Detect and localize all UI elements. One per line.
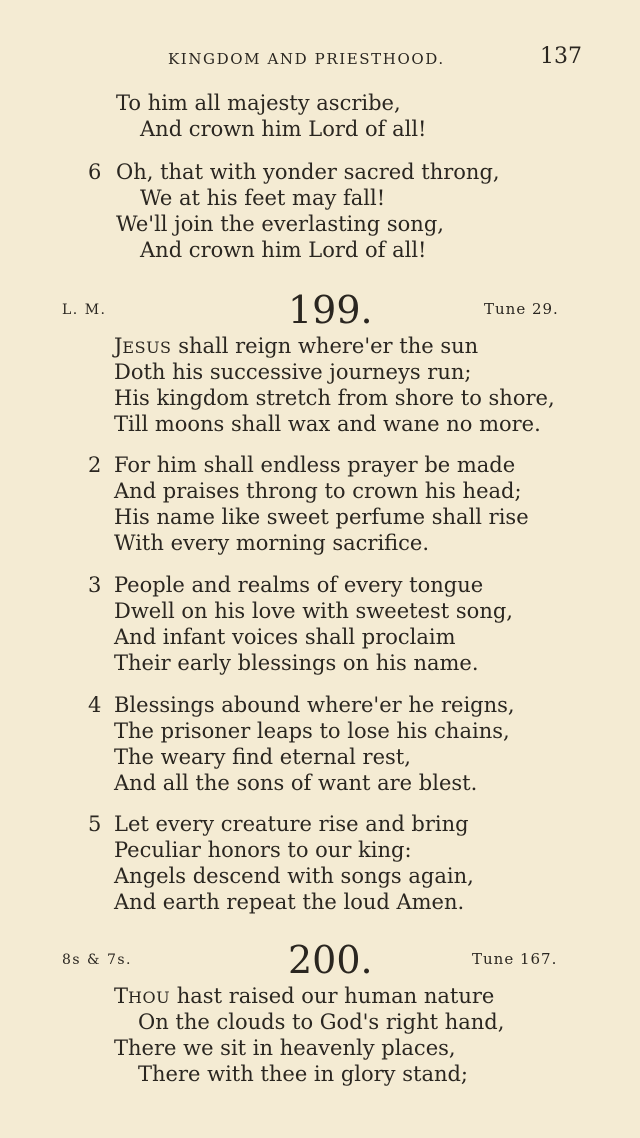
verse-line: Oh, that with yonder sacred throng, [116, 160, 500, 184]
verse-line: Peculiar honors to our king: [114, 838, 412, 862]
verse-line: We at his feet may fall! [140, 186, 386, 210]
meter-label: L. M. [62, 302, 107, 318]
verse-number: 6 [88, 160, 102, 184]
verse-line: Their early blessings on his name. [114, 651, 479, 675]
verse-line: His kingdom stretch from shore to shore, [114, 386, 555, 410]
first-line [114, 333, 478, 361]
hymn-199-header [0, 288, 640, 332]
verse-line: Doth his successive journeys run; [114, 360, 472, 384]
hymn-number: 200. [288, 938, 373, 982]
first-line-text: hast raised our human nature [170, 984, 495, 1008]
verse-line: There we sit in heavenly places, [114, 1036, 456, 1060]
verse-line: To him all majesty ascribe, [116, 91, 401, 115]
verse-line: The prisoner leaps to lose his chains, [114, 719, 510, 743]
running-title: KINGDOM AND PRIESTHOOD. [168, 50, 445, 68]
hymn-number: 199. [288, 288, 373, 332]
drop-word-smallcaps: ESUS [122, 338, 172, 357]
verse-line: For him shall endless prayer be made [114, 453, 516, 477]
verse-line: Angels descend with songs again, [114, 864, 474, 888]
verse-line: His name like sweet perfume shall rise [114, 505, 529, 529]
hymn-200-header [0, 938, 640, 982]
verse-line: And crown him Lord of all! [140, 117, 427, 141]
verse-line: Blessings abound where'er he reigns, [114, 693, 515, 717]
verse-line: And infant voices shall proclaim [114, 625, 456, 649]
verse-number: 5 [88, 812, 102, 836]
verse-line: Let every creature rise and bring [114, 812, 469, 836]
tune-label: Tune 29. [484, 300, 559, 318]
verse-line: Till moons shall wax and wane no more. [114, 412, 541, 436]
verse-line: We'll join the everlasting song, [116, 212, 444, 236]
verse-number: 4 [88, 693, 102, 717]
first-line-text: shall reign where'er the sun [171, 334, 479, 358]
verse-number: 2 [88, 453, 102, 477]
tune-label: Tune 167. [472, 950, 558, 968]
verse-line: Dwell on his love with sweetest song, [114, 599, 513, 623]
drop-word-smallcaps: HOU [128, 988, 171, 1007]
verse-line: With every morning sacrifice. [114, 531, 430, 555]
meter-label: 8s & 7s. [62, 952, 132, 968]
verse-line: And earth repeat the loud Amen. [114, 890, 465, 914]
verse-number: 3 [88, 573, 102, 597]
first-line [114, 983, 494, 1011]
verse-line: The weary find eternal rest, [114, 745, 411, 769]
verse-line: And all the sons of want are blest. [114, 771, 478, 795]
drop-word-initial: J [114, 334, 123, 358]
verse-line: And crown him Lord of all! [140, 238, 427, 262]
verse-line: On the clouds to God's right hand, [138, 1010, 505, 1034]
page-number: 137 [540, 44, 582, 69]
running-head [0, 44, 640, 74]
verse-line: People and realms of every tongue [114, 573, 484, 597]
drop-word-initial: T [114, 984, 129, 1008]
verse-line: There with thee in glory stand; [138, 1062, 469, 1086]
verse-line: And praises throng to crown his head; [114, 479, 522, 503]
